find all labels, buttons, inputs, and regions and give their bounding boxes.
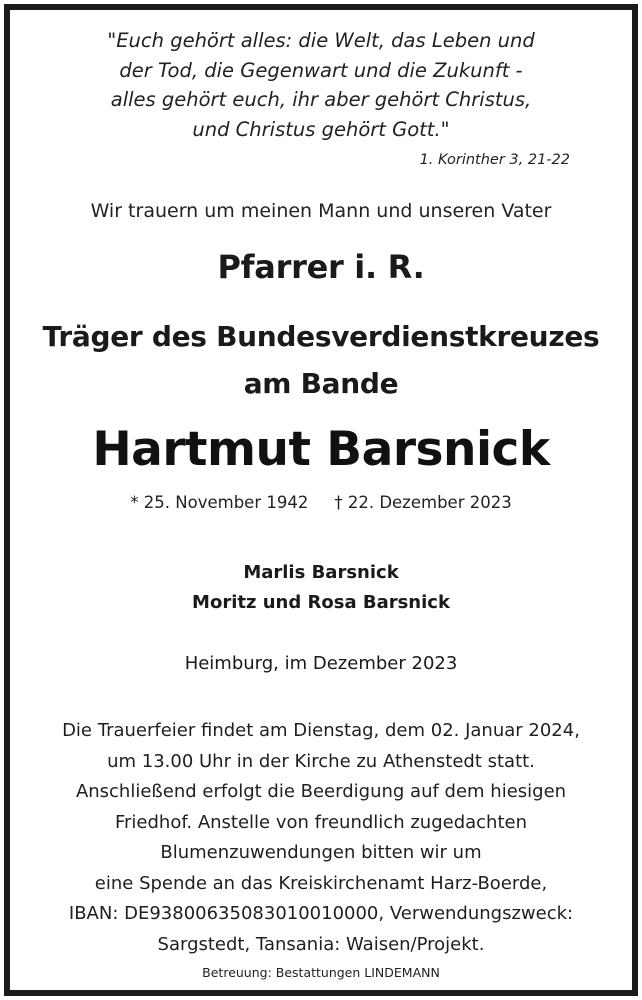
notice-line: eine Spende an das Kreiskirchenamt Harz-Boerde, [94, 872, 548, 894]
mourners [10, 558, 632, 618]
notice-line: Blumenzuwendungen bitten wir um [160, 842, 482, 863]
notice-line: Anschließend erfolgt die Beerdigung auf dem hiesigen [75, 781, 567, 802]
deceased-name: Hartmut Barsnick [92, 422, 550, 477]
place-date: Heimburg, im Dezember 2023 [184, 653, 458, 674]
quote-line: der Tod, die Gegenwart und die Zukunft - [119, 58, 523, 82]
honor-line: Träger des Bundesverdienstkreuzes [42, 320, 600, 353]
bible-quote [10, 26, 632, 144]
quote-citation: 1. Korinther 3, 21-22 [419, 152, 570, 168]
notice-line: Friedhof. Anstelle von freundlich zugedachten [114, 811, 527, 833]
notice-line: um 13.00 Uhr in der Kirche zu Athenstedt statt. [107, 750, 535, 772]
notice-line: IBAN: DE93800635083010010000, Verwendungszweck: [68, 903, 574, 924]
funeral-notice [10, 716, 632, 960]
notice-line: Sargstedt, Tansania: Waisen/Projekt. [157, 933, 485, 955]
obituary-frame [4, 4, 638, 996]
honor-text [10, 313, 632, 407]
mourner-name: Marlis Barsnick [243, 562, 399, 583]
mourner-name: Moritz und Rosa Barsnick [192, 592, 450, 613]
honor-line: am Bande [243, 367, 399, 400]
life-dates [10, 493, 632, 512]
deceased-title: Pfarrer i. R. [217, 248, 425, 286]
death-date: † 22. Dezember 2023 [334, 493, 512, 512]
quote-line: "Euch gehört alles: die Welt, das Leben und [107, 29, 535, 52]
funeral-home-credit: Betreuung: Bestattungen LINDEMANN [202, 965, 440, 980]
intro-text: Wir trauern um meinen Mann und unseren Vater [90, 200, 552, 222]
quote-line: und Christus gehört Gott." [192, 117, 450, 141]
quote-line: alles gehört euch, ihr aber gehört Christus, [110, 88, 532, 111]
notice-line: Die Trauerfeier findet am Dienstag, dem 02. Januar 2024, [62, 720, 580, 741]
birth-date: * 25. November 1942 [130, 493, 309, 512]
